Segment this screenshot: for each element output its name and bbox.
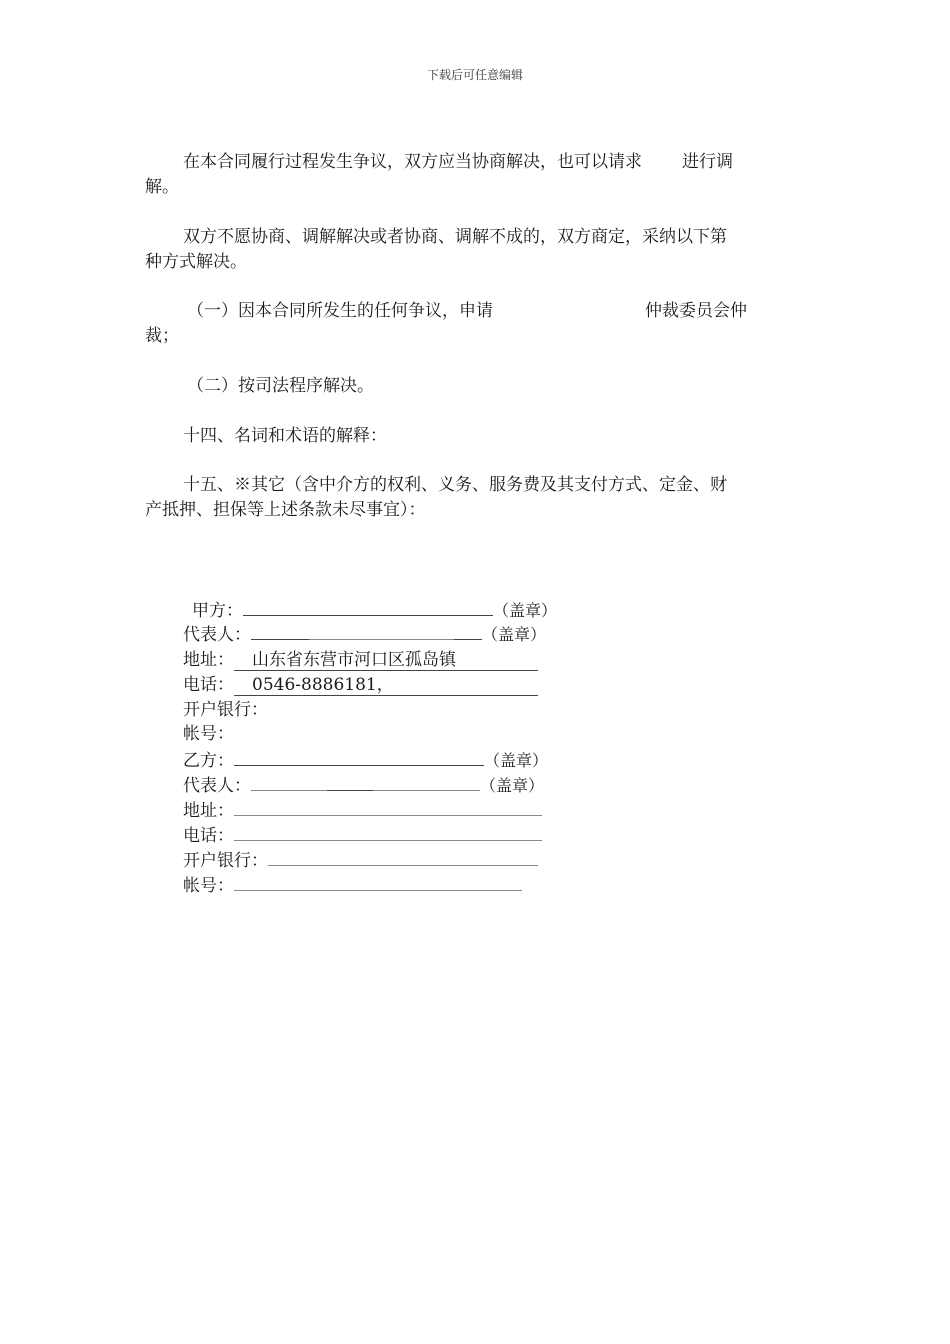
party-b-rep-row (183, 772, 544, 798)
judicial-text: （二）按司法程序解决。 (187, 376, 374, 396)
party-a-bank-label: 开户银行： (183, 700, 268, 720)
party-a-bank-row (183, 698, 268, 722)
terms-paragraph (145, 424, 795, 449)
dispute-paragraph (145, 150, 795, 200)
party-b-phone-row (183, 822, 542, 848)
party-a-rep-seal: （盖章） (482, 625, 547, 644)
arbitration-text-c: 裁； (145, 326, 179, 346)
party-a-phone-row (183, 673, 538, 697)
party-b-rep-seal: （盖章） (480, 776, 545, 795)
arbitration-paragraph (145, 299, 795, 349)
party-b-field[interactable] (234, 747, 484, 766)
party-a-account-label: 帐号： (183, 724, 234, 744)
party-a-label: 甲方： (192, 601, 243, 621)
party-b-bank-label: 开户银行： (183, 851, 268, 871)
dispute-text-b: 进行调 (682, 152, 733, 172)
party-b-phone-field[interactable] (234, 822, 542, 841)
party-a-row (192, 597, 557, 623)
party-b-account-label: 帐号： (183, 876, 234, 896)
resolution-paragraph (145, 225, 795, 275)
party-a-rep-row (183, 621, 546, 647)
party-b-address-label: 地址： (183, 801, 234, 821)
party-a-rep-line-end (454, 621, 482, 640)
party-a-address-value[interactable]: 山东省东营市河口区孤岛镇 (234, 650, 538, 671)
arbitration-text-b: 仲裁委员会仲 (645, 301, 747, 321)
party-b-label: 乙方： (183, 751, 234, 771)
party-b-account-field[interactable] (234, 872, 522, 891)
party-a-phone-label: 电话： (183, 675, 234, 695)
party-b-row (183, 747, 548, 773)
party-b-bank-field[interactable] (268, 847, 538, 866)
party-a-field[interactable] (243, 597, 493, 616)
judicial-paragraph (145, 374, 795, 399)
party-a-address-row (183, 648, 538, 672)
header-note: 下载后可任意编辑 (426, 68, 523, 82)
dispute-text-c: 解。 (145, 177, 179, 197)
dispute-text-a: 在本合同履行过程发生争议，双方应当协商解决，也可以请求 (183, 152, 642, 172)
party-b-address-field[interactable] (234, 797, 542, 816)
party-a-rep-line (309, 621, 454, 640)
party-b-seal: （盖章） (484, 751, 549, 770)
party-b-rep-field[interactable] (251, 772, 327, 791)
party-a-account-row (183, 722, 234, 746)
party-a-address-label: 地址： (183, 650, 234, 670)
resolution-text-b: 种方式解决。 (145, 252, 247, 272)
resolution-text-a: 双方不愿协商、调解解决或者协商、调解不成的，双方商定，采纳以下第 (183, 227, 727, 247)
party-a-phone-value[interactable]: 0546-8886181， (234, 675, 538, 696)
party-a-rep-label: 代表人： (183, 625, 251, 645)
terms-text: 十四、名词和术语的解释： (183, 426, 387, 446)
party-b-address-row (183, 797, 542, 823)
party-b-bank-row (183, 847, 538, 873)
other-paragraph (145, 473, 795, 523)
party-b-phone-label: 电话： (183, 826, 234, 846)
party-a-seal: （盖章） (493, 601, 558, 620)
arbitration-text-a: （一）因本合同所发生的任何争议，申请 (187, 301, 493, 321)
other-text-a: 十五、※其它（含中介方的权利、义务、服务费及其支付方式、定金、财 (183, 475, 727, 495)
party-b-rep-line (327, 772, 373, 791)
party-b-rep-line-end (373, 772, 480, 791)
party-a-rep-field[interactable] (251, 621, 309, 640)
party-b-rep-label: 代表人： (183, 776, 251, 796)
party-b-account-row (183, 872, 522, 898)
other-text-b: 产抵押、担保等上述条款未尽事宜）： (145, 500, 426, 520)
